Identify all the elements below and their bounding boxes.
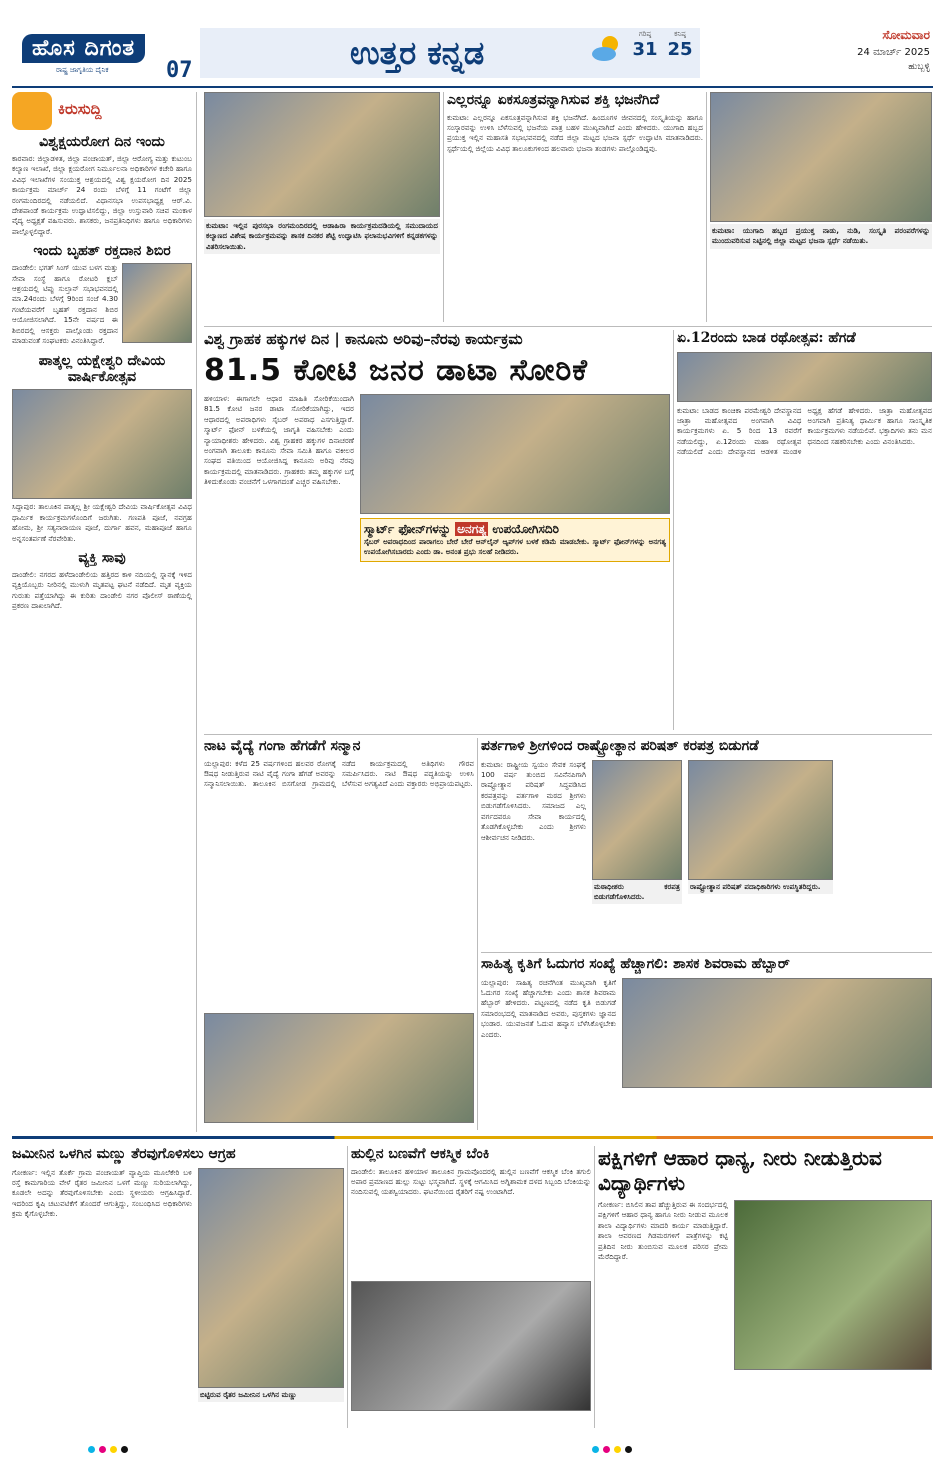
column-divider (594, 1146, 595, 1428)
brief-title: ಪಾತ್ಕಲ್ಲ ಯಕ್ಷೇಶ್ವರಿ ದೇವಿಯ ವಾರ್ಷಿಕೋತ್ಸವ (38, 352, 166, 386)
lead-kicker: ವಿಶ್ವ ಗ್ರಾಹಕ ಹಕ್ಕುಗಳ ದಿನ | ಕಾನೂನು ಅರಿವು–ನೆರವು ಕಾರ್ಯಕ್ರಮ (204, 330, 523, 348)
lead-photo (360, 394, 670, 514)
brief-title: ವ್ಯಕ್ತಿ ಸಾವು (78, 549, 126, 566)
article-photo (677, 352, 932, 402)
brief-item (12, 353, 192, 544)
article-body: ಕುಮಟಾ: ಎಲ್ಲರನ್ನೂ ಏಕಸೂತ್ರವನ್ನಾಗಿಸುವ ಶಕ್ತಿ ಭಜನೆಗಿದೆ. ಹಿಂದೂಗಳ ಜೀವನದಲ್ಲಿ ಸಂಸ್ಕೃತಿಯನ್ನು ಹಾಗೂ ಸಂಸ್ಕಾರವನ್ನು ಉಳಿಸಿ ಬೆಳೆಸುವಲ್ಲಿ ಭಜನೆಯ ಪಾತ್ರ ಬಹಳ ಮುಖ್ಯವಾಗಿದೆ ಎಂದು ಹೇಳಿದರು. ಯುಗಾದಿ ಹಬ್ಬದ ಪ್ರಯುಕ್ತ ಇಲ್ಲಿನ ಮಹಾಸತಿ ಸಭಾಭವನದಲ್ಲಿ ನಡೆದ ಜಿಲ್ಲಾ ಮಟ್ಟದ ಭಜನಾ ಸ್ಪರ್ಧೆ ಉದ್ಘಾಟಿಸಿ ಮಾತನಾಡಿದರು. ಸ್ಪರ್ಧೆಯಲ್ಲಿ ಜಿಲ್ಲೆಯ ವಿವಿಧ ತಾಲೂಕುಗಳಿಂದ ಹಲವಾರು ಭಜನಾ ತಂಡಗಳು ಪಾಲ್ಗೊಂಡಿದ್ದವು. (447, 112, 703, 153)
article-title: ಪರ್ತಗಾಳಿ ಶ್ರೀಗಳಿಂದ ರಾಷ್ಟ್ರೋತ್ಥಾನ ಪರಿಷತ್ ಕರಪತ್ರ ಬಿಡುಗಡೆ (481, 738, 759, 754)
article-body: ಗೋಕರ್ಣ: ಇಲ್ಲಿನ ತೊರ್ಕೆ ಗ್ರಾಮ ಪಂಚಾಯತ್ ವ್ಯಾಪ್ತಿಯ ಮೂಲೆಕೇರಿ ಬಳಿ ರಸ್ತೆ ಕಾಮಗಾರಿಯ ವೇಳೆ ರೈತರ ಜಮೀನಿನ ಒಳಗೆ ಮಣ್ಣು ಸುರಿಯಲಾಗಿದ್ದು, ಕೂಡಲೇ ಅದನ್ನು ತೆರವುಗೊಳಿಸಬೇಕು ಎಂದು ಸ್ಥಳೀಯರು ಆಗ್ರಹಿಸಿದ್ದಾರೆ. ಇದರಿಂದ ಕೃಷಿ ಚಟುವಟಿಕೆಗೆ ತೊಂದರೆ ಆಗುತ್ತಿದ್ದು, ಸಂಬಂಧಿಸಿದ ಅಧಿಕಾರಿಗಳು ಕ್ರಮ ಕೈಗೊಳ್ಳಬೇಕು. (12, 1167, 192, 1219)
article-bottom-3 (598, 1146, 932, 1428)
article-top-1 (204, 92, 440, 322)
article-mid-1 (204, 738, 474, 1130)
column-divider (443, 92, 444, 322)
row-divider (481, 952, 932, 953)
article-photo (204, 1013, 474, 1123)
article-photo (710, 92, 932, 222)
pull-quote-sub: ಸೈಬರ್ ಅಪರಾಧದಿಂದ ಪಾರಾಗಲು ಬೇರೆ ಬೇರೆ ಆನ್‌ಲೈನ್ ಆ್ಯಪ್‌ಗಳ ಬಳಕೆ ಕಡಿಮೆ ಮಾಡಬೇಕು. ಸ್ಮಾರ್ಟ್ ಫೋನ್‌ಗಳನ್ನು ಅನಗತ್ಯ ಉಪಯೋಗಿಸಬಾರದು ಎಂದು ಡಾ. ಅನಂತ ಪ್ರಭು ಸಲಹೆ ನೀಡಿದರು. (364, 536, 666, 557)
section-rule (12, 1136, 933, 1139)
brief-title: ವಿಶ್ವಕ್ಷಯರೋಗ ದಿನ ಇಂದು (39, 134, 165, 150)
article-photo (204, 92, 440, 217)
article-body: ಯಲ್ಲಾಪುರ: ಕಳೆದ 25 ವರ್ಷಗಳಿಂದ ಹಲವರ ರೋಗಕ್ಕೆ ಔಷಧ ನೀಡುತ್ತಿರುವ ನಾಟಿ ವೈದ್ಯೆ ಗಂಗಾ ಹೆಗಡೆ ಅವರನ್ನು ಸನ್ಮಾನಿಸಲಾಯಿತು. ತಾಲೂಕಿನ ಬಿಸಗೋಡ ಗ್ರಾಮದಲ್ಲಿ ನಡೆದ ಕಾರ್ಯಕ್ರಮದಲ್ಲಿ ಅತಿಥಿಗಳು ಗೌರವ ಸಮರ್ಪಿಸಿದರು. ನಾಟಿ ಔಷಧ ಪದ್ಧತಿಯನ್ನು ಉಳಿಸಿ ಬೆಳೆಸುವ ಅಗತ್ಯವಿದೆ ಎಂದು ವಕ್ತಾರರು ಅಭಿಪ್ರಾಯಪಟ್ಟರು. (204, 758, 474, 789)
newspaper-logo: ಹೊಸ ದಿಗಂತ (22, 34, 145, 63)
article-body: ದಾಂಡೇಲಿ: ತಾಲೂಕಿನ ಹಳಿಯಾಳ ತಾಲೂಕಿನ ಗ್ರಾಮವೊಂದರಲ್ಲಿ ಹುಲ್ಲಿನ ಬಣವೆಗೆ ಆಕಸ್ಮಿಕ ಬೆಂಕಿ ತಗುಲಿ ಅಪಾರ ಪ್ರಮಾಣದ ಹುಲ್ಲು ಸುಟ್ಟು ಭಸ್ಮವಾಗಿದೆ. ಸ್ಥಳಕ್ಕೆ ಆಗಮಿಸಿದ ಅಗ್ನಿಶಾಮಕ ದಳದ ಸಿಬ್ಬಂದಿ ಬೆಂಕಿಯನ್ನು ನಂದಿಸುವಲ್ಲಿ ಯಶಸ್ವಿಯಾದರು. ಘಟನೆಯಿಂದ ರೈತರಿಗೆ ನಷ್ಟ ಉಂಟಾಗಿದೆ. (351, 1166, 591, 1197)
brief-item (12, 134, 192, 237)
row-divider (204, 326, 932, 327)
city: ಹುಬ್ಬಳ್ಳಿ (908, 62, 930, 72)
article-mid-3 (481, 956, 932, 1130)
article-title: ಸಾಹಿತ್ಯ ಕೃತಿಗೆ ಓದುಗರ ಸಂಖ್ಯೆ ಹೆಚ್ಚಾಗಲಿ: ಶಾಸಕ ಶಿವರಾಮ ಹೆಬ್ಬಾರ್ (481, 956, 790, 972)
article-photo (622, 978, 932, 1088)
lead-headline: 81.5 ಕೋಟಿ ಜನರ ಡಾಟಾ ಸೋರಿಕೆ (204, 352, 588, 388)
partly-cloudy-icon (590, 32, 624, 66)
max-temp: ಗರಿಷ್ಠ 31 (632, 30, 658, 60)
article-photo (688, 760, 833, 880)
column-divider (706, 92, 707, 322)
brief-photo (12, 389, 192, 499)
column-divider (477, 738, 478, 1130)
brief-title: ಇಂದು ಬೃಹತ್ ರಕ್ತದಾನ ಶಿಬಿರ (33, 243, 171, 260)
brief-body: ದಾಂಡೇಲಿ: ನಗರದ ಹಳೆದಾಂಡೇಲಿಯ ಹತ್ತಿರದ ಕಾಳಿ ನದಿಯಲ್ಲಿ ಸ್ನಾನಕ್ಕೆ ಇಳಿದ ವ್ಯಕ್ತಿಯೊಬ್ಬರು ನೀರಿನಲ್ಲಿ ಮುಳುಗಿ ಮೃತಪಟ್ಟ ಘಟನೆ ನಡೆದಿದೆ. ಮೃತ ವ್ಯಕ್ತಿಯ ಗುರುತು ಪತ್ತೆಯಾಗಿದ್ದು ಈ ಕುರಿತು ದಾಂಡೇಲಿ ನಗರ ಪೊಲೀಸ್ ಠಾಣೆಯಲ್ಲಿ ಪ್ರಕರಣ ದಾಖಲಾಗಿದೆ. (12, 569, 192, 611)
article-body: ಯಲ್ಲಾಪುರ: ಸಾಹಿತ್ಯ ರಚನೆಗಿಂತ ಮುಖ್ಯವಾಗಿ ಕೃತಿಗೆ ಓದುಗರ ಸಂಖ್ಯೆ ಹೆಚ್ಚಾಗಬೇಕು ಎಂದು ಶಾಸಕ ಶಿವರಾಮ ಹೆಬ್ಬಾರ್ ಹೇಳಿದರು. ಪಟ್ಟಣದಲ್ಲಿ ನಡೆದ ಕೃತಿ ಬಿಡುಗಡೆ ಸಮಾರಂಭದಲ್ಲಿ ಮಾತನಾಡಿದ ಅವರು, ಪುಸ್ತಕಗಳು ಜ್ಞಾನದ ಭಂಡಾರ. ಯುವಜನತೆ ಓದುವ ಹವ್ಯಾಸ ಬೆಳೆಸಿಕೊಳ್ಳಬೇಕು ಎಂದರು. (481, 977, 616, 1039)
edition-title: ಉತ್ತರ ಕನ್ನಡ (350, 34, 485, 72)
article-bottom-1 (12, 1146, 344, 1428)
brief-photo (122, 263, 192, 343)
column-divider (347, 1146, 348, 1428)
day-name: ಸೋಮವಾರ (882, 28, 930, 42)
article-photo (592, 760, 682, 880)
article-body: ಕುಮಟಾ: ಬಾಡದ ಕಾಂಚಿಕಾ ಪರಮೇಶ್ವರಿ ದೇವಸ್ಥಾನದ ಜಾತ್ರಾ ಮಹೋತ್ಸವದ ಅಂಗವಾಗಿ ವಿವಿಧ ಕಾರ್ಯಕ್ರಮಗಳು ಏ. 5 ರಿಂದ 13 ರವರೆಗೆ ನಡೆಯಲಿದ್ದು, ಏ.12ರಂದು ಮಹಾ ರಥೋತ್ಸವ ನಡೆಯಲಿದೆ ಎಂದು ದೇವಸ್ಥಾನದ ಆಡಳಿತ ಮಂಡಳಿ ಅಧ್ಯಕ್ಷ ಹೆಗಡೆ ಹೇಳಿದರು. ಜಾತ್ರಾ ಮಹೋತ್ಸವದ ಅಂಗವಾಗಿ ಪ್ರತಿನಿತ್ಯ ಧಾರ್ಮಿಕ ಹಾಗೂ ಸಾಂಸ್ಕೃತಿಕ ಕಾರ್ಯಕ್ರಮಗಳು ನಡೆಯಲಿವೆ. ಭಕ್ತಾದಿಗಳು ತನು ಮನ ಧನದಿಂದ ಸಹಕರಿಸಬೇಕು ಎಂದು ವಿನಂತಿಸಿದರು. (677, 405, 932, 457)
brief-item (12, 550, 192, 612)
brief-news-label: ಕಿರುಸುದ್ದಿ (58, 100, 102, 118)
lead-article (204, 330, 670, 730)
brief-news-column (12, 92, 197, 1132)
article-body: ಗೋಕರ್ಣ: ಬಿಸಿಲಿನ ತಾಪ ಹೆಚ್ಚುತ್ತಿರುವ ಈ ಸಂದರ್ಭದಲ್ಲಿ ಪಕ್ಷಿಗಳಿಗೆ ಆಹಾರ ಧಾನ್ಯ ಹಾಗೂ ನೀರು ನೀಡುವ ಮೂಲಕ ಶಾಲಾ ವಿದ್ಯಾರ್ಥಿಗಳು ಮಾದರಿ ಕಾರ್ಯ ಮಾಡುತ್ತಿದ್ದಾರೆ. ಶಾಲಾ ಆವರಣದ ಗಿಡಮರಗಳಿಗೆ ಪಾತ್ರೆಗಳನ್ನು ಕಟ್ಟಿ ಪ್ರತಿದಿನ ನೀರು ತುಂಬಿಸುವ ಮೂಲಕ ಪರಿಸರ ಪ್ರೇಮ ಮೆರೆದಿದ್ದಾರೆ. (598, 1200, 728, 1262)
page-number: 07 (166, 58, 193, 82)
brief-body: ದಾಂಡೇಲಿ: ಭಗತ್ ಸಿಂಗ್ ಯುವ ಬಳಗ ಮತ್ತು ಸೇವಾ ಸಂಸ್ಥೆ ಹಾಗೂ ರೋಟರಿ ಕ್ಲಬ್ ಆಶ್ರಯದಲ್ಲಿ ಟಿಪ್ಪು ಸುಲ್ತಾನ್ ಸಭಾಭವನದಲ್ಲಿ ಮಾ.24ರಂದು ಬೆಳಗ್ಗೆ 9ರಿಂದ ಸಂಜೆ 4.30 ಗಂಟೆಯವರೆಗೆ ಬೃಹತ್ ರಕ್ತದಾನ ಶಿಬಿರ ಆಯೋಜಿಸಲಾಗಿದೆ. 15ನೇ ವರ್ಷದ ಈ ಶಿಬಿರದಲ್ಲಿ ಆಸಕ್ತರು ಪಾಲ್ಗೊಂಡು ರಕ್ತದಾನ ಮಾಡುವಂತೆ ಸಂಘಟಕರು ವಿನಂತಿಸಿದ್ದಾರೆ. (12, 263, 118, 346)
pull-quote-box (360, 518, 670, 562)
article-mid-2 (481, 738, 932, 948)
min-temp: ಕನಿಷ್ಠ 25 (667, 30, 693, 60)
brief-body: ಸಿದ್ದಾಪುರ: ತಾಲೂಕಿನ ಪಾತ್ಕಲ್ಲ ಶ್ರೀ ಯಕ್ಷೇಶ್ವರಿ ದೇವಿಯ ವಾರ್ಷಿಕೋತ್ಸವ ವಿವಿಧ ಧಾರ್ಮಿಕ ಕಾರ್ಯಕ್ರಮಗಳೊಂದಿಗೆ ಜರುಗಿತು. ಗಣಪತಿ ಪೂಜೆ, ನವಗ್ರಹ ಹೋಮ, ಶ್ರೀ ಸತ್ಯನಾರಾಯಣ ಪೂಜೆ, ದುರ್ಗಾ ಹವನ, ಮಹಾಪೂಜೆ ಹಾಗೂ ಅನ್ನಸಂತರ್ಪಣೆ ನೆರವೇರಿತು. (12, 502, 192, 543)
photo-caption: ಬಿಟ್ಟಿರುವ ರೈತರ ಜಮೀನಿನ ಒಳಗಿನ ಮಣ್ಣು (198, 1388, 344, 1402)
photo-caption: ಕುಮಟಾ: ಯುಗಾದಿ ಹಬ್ಬದ ಪ್ರಯುಕ್ತ ನಾಡು, ನುಡಿ, ಸಂಸ್ಕೃತಿ ಪರಂಪರೆಗಳನ್ನು ಮುಂದುವರಿಸುವ ನಿಟ್ಟಿನಲ್ಲಿ ಜಿಲ್ಲಾ ಮಟ್ಟದ ಭಜನಾ ಸ್ಪರ್ಧೆ ನಡೆಯಿತು. (710, 224, 932, 249)
pull-quote-highlight: ಅನಗತ್ಯ (457, 521, 487, 536)
photo-caption: ಮಠಾಧೀಶರು ಕರಪತ್ರ ಬಿಡುಗಡೆಗೊಳಿಸಿದರು. (592, 880, 682, 905)
article-title: ಜಮೀನಿನ ಒಳಗಿನ ಮಣ್ಣು ತೆರವುಗೊಳಿಸಲು ಆಗ್ರಹ (12, 1146, 236, 1162)
lead-body: ಹಳಿಯಾಳ: ಈಗಾಗಲೇ ಆಧಾರ ಮಾಹಿತಿ ಸೋರಿಕೆಯಿಂದಾಗಿ 81.5 ಕೋಟಿ ಜನರ ಡಾಟಾ ಸೋರಿಕೆಯಾಗಿದ್ದು, ಇದರ ಆಧಾರದಲ್ಲಿ ಅಪರಾಧಿಗಳು ಸೈಬರ್ ಅಪರಾಧ ಎಸಗುತ್ತಿದ್ದಾರೆ. ಸ್ಮಾರ್ಟ್ ಫೋನ್ ಬಳಕೆಯಲ್ಲಿ ಜಾಗೃತಿ ವಹಿಸಬೇಕು ಎಂದು ನ್ಯಾಯಾಧೀಶರು ಹೇಳಿದರು. ವಿಶ್ವ ಗ್ರಾಹಕರ ಹಕ್ಕುಗಳ ದಿನಾಚರಣೆ ಅಂಗವಾಗಿ ತಾಲೂಕು ಕಾನೂನು ಸೇವಾ ಸಮಿತಿ ಹಾಗೂ ವಕೀಲರ ಸಂಘದ ವತಿಯಿಂದ ಆಯೋಜಿಸಿದ್ದ ಕಾನೂನು ಅರಿವು ನೆರವು ಕಾರ್ಯಕ್ರಮದಲ್ಲಿ ಮಾತನಾಡಿದರು. ಗ್ರಾಹಕರು ತಮ್ಮ ಹಕ್ಕುಗಳ ಬಗ್ಗೆ ತಿಳಿದುಕೊಂಡು ವಂಚನೆಗೆ ಒಳಗಾಗದಂತೆ ಎಚ್ಚರ ವಹಿಸಬೇಕು. (204, 393, 354, 487)
article-body: ಕುಮಟಾ: ರಾಷ್ಟ್ರೀಯ ಸ್ವಯಂ ಸೇವಕ ಸಂಘಕ್ಕೆ 100 ವರ್ಷ ತುಂಬಿದ ಸವಿನೆನಪಿಗಾಗಿ ರಾಷ್ಟ್ರೋತ್ಥಾನ ಪರಿಷತ್ ಸಿದ್ಧಪಡಿಸಿದ ಕರಪತ್ರವನ್ನು ಪರ್ತಗಾಳಿ ಮಠದ ಶ್ರೀಗಳು ಬಿಡುಗಡೆಗೊಳಿಸಿದರು. ಸಮಾಜದ ಎಲ್ಲ ವರ್ಗದವರೂ ಸೇವಾ ಕಾರ್ಯದಲ್ಲಿ ತೊಡಗಿಕೊಳ್ಳಬೇಕು ಎಂದು ಶ್ರೀಗಳು ಆಶೀರ್ವಚನ ನೀಡಿದರು. (481, 759, 586, 842)
newspaper-tagline: ರಾಷ್ಟ್ರ ಜಾಗೃತಿಯ ದೈನಿಕ (56, 66, 109, 74)
row-divider (204, 734, 932, 735)
date-block (805, 28, 930, 78)
article-title: ಏ.12ರಂದು ಬಾಡ ರಥೋತ್ಸವ: ಹೆಗಡೆ (677, 330, 856, 346)
pull-quote: ಸ್ಮಾರ್ಟ್ ಫೋನ್‌ಗಳನ್ನು ಅನಗತ್ಯ ಉಪಯೋಗಿಸದಿರಿ (364, 521, 559, 536)
column-divider (673, 330, 674, 730)
photo-caption: ಕುಮಟಾ: ಇಲ್ಲಿನ ಪುರಸಭಾ ರಂಗಮಂದಿರದಲ್ಲಿ ಆಡಾಹಿರಾ ಕಾರ್ಯಕ್ರಮದಡಿಯಲ್ಲಿ ಸಮುದಾಯದ ಕಲ್ಯಾಣದ ವಿಶೇಷ ಕಾರ್ಯಕ್ರಮವನ್ನು ಶಾಸಕ ದಿನಕರ ಶೆಟ್ಟಿ ಉದ್ಘಾಟಿಸಿ ಫಲಾನುಭವಿಗಳಿಗೆ ಕನ್ನಡಕಗಳನ್ನು ವಿತರಿಸಲಾಯಿತು. (204, 219, 440, 254)
article-top-2 (447, 92, 703, 322)
registration-marks (0, 1430, 945, 1460)
brief-body: ಕಾರವಾರ: ಜಿಲ್ಲಾಡಳಿತ, ಜಿಲ್ಲಾ ಪಂಚಾಯತ್, ಜಿಲ್ಲಾ ಆರೋಗ್ಯ ಮತ್ತು ಕುಟುಂಬ ಕಲ್ಯಾಣ ಇಲಾಖೆ, ಜಿಲ್ಲಾ ಕ್ಷಯರೋಗ ನಿರ್ಮೂಲನಾ ಅಧಿಕಾರಿಗಳ ಕಚೇರಿ ಹಾಗೂ ವಿವಿಧ ಇಲಾಖೆಗಳ ಸಂಯುಕ್ತ ಆಶ್ರಯದಲ್ಲಿ ವಿಶ್ವ ಕ್ಷಯರೋಗ ದಿನ 2025 ಕಾರ್ಯಕ್ರಮ ಮಾರ್ಚ್ 24 ರಂದು ಬೆಳಗ್ಗೆ 11 ಗಂಟೆಗೆ ಜಿಲ್ಲಾ ರಂಗಮಂದಿರದಲ್ಲಿ ನಡೆಯಲಿದೆ. ವಿಧಾನಸಭಾ ಉಪಸಭಾಧ್ಯಕ್ಷ ಆರ್.ವಿ. ದೇಶಪಾಂಡೆ ಕಾರ್ಯಕ್ರಮ ಉದ್ಘಾಟಿಸಲಿದ್ದು, ಜಿಲ್ಲಾ ಉಸ್ತುವಾರಿ ಸಚಿವ ಮಂಕಾಳ ವೈದ್ಯ ಅಧ್ಯಕ್ಷತೆ ವಹಿಸುವರು. ಶಾಸಕರು, ಜನಪ್ರತಿನಿಧಿಗಳು ಹಾಗೂ ಅಧಿಕಾರಿಗಳು ಪಾಲ್ಗೊಳ್ಳಲಿದ್ದಾರೆ. (12, 153, 192, 236)
hand-icon (12, 92, 52, 130)
photo-caption: ರಾಷ್ಟ್ರೋತ್ಥಾನ ಪರಿಷತ್ ಪದಾಧಿಕಾರಿಗಳು ಉಪಸ್ಥಿತರಿದ್ದರು. (688, 880, 833, 894)
edition-banner (200, 28, 700, 78)
masthead-logo (16, 30, 196, 82)
article-photo (198, 1168, 344, 1388)
article-photo (734, 1200, 932, 1370)
article-bottom-2 (351, 1146, 591, 1428)
article-title: ಎಲ್ಲರನ್ನೂ ಏಕಸೂತ್ರವನ್ನಾಗಿಸುವ ಶಕ್ತಿ ಭಜನೆಗಿದೆ (447, 92, 660, 108)
brief-item (12, 243, 192, 346)
article-title: ಪಕ್ಷಿಗಳಿಗೆ ಆಹಾರ ಧಾನ್ಯ, ನೀರು ನೀಡುತ್ತಿರುವ ವಿದ್ಯಾರ್ಥಿಗಳು (598, 1146, 882, 1195)
article-right-1 (677, 330, 932, 730)
masthead-rule (12, 86, 933, 88)
article-title: ಹುಲ್ಲಿನ ಬಣವೆಗೆ ಆಕಸ್ಮಿಕ ಬೆಂಕಿ (351, 1146, 490, 1162)
date: 24 ಮಾರ್ಚ್ 2025 (857, 47, 930, 58)
article-top-3 (710, 92, 932, 322)
brief-news-header (12, 92, 192, 130)
article-photo (351, 1281, 591, 1411)
article-title: ನಾಟ ವೈದ್ಯೆ ಗಂಗಾ ಹೆಗಡೆಗೆ ಸನ್ಮಾನ (204, 738, 361, 754)
